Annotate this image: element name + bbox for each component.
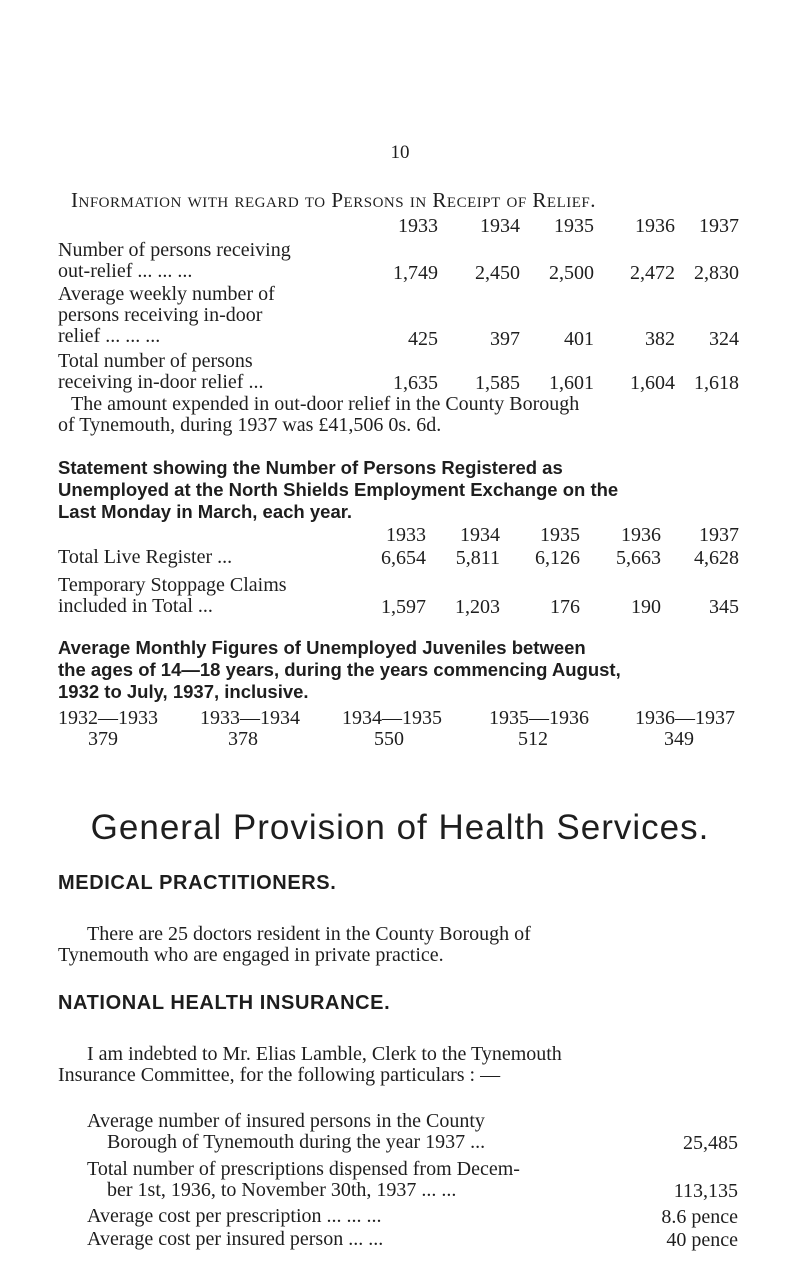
juvenile-value: 550	[374, 728, 404, 750]
relief-value: 425	[408, 328, 438, 350]
heading-line: Statement showing the Number of Persons Registered as	[58, 457, 563, 478]
relief-value: 401	[564, 328, 594, 350]
nhi-item-value: 40 pence	[666, 1229, 738, 1251]
heading-line: 1932 to July, 1937, inclusive.	[58, 681, 309, 702]
juvenile-period: 1935—1936	[489, 707, 589, 729]
item-line: Total number of prescriptions dispensed from Decem-	[87, 1158, 520, 1180]
relief-value: 397	[490, 328, 520, 350]
practitioners-text	[58, 924, 758, 966]
juvenile-period: 1932—1933	[58, 707, 158, 729]
unemployed-row-label	[58, 575, 287, 617]
unemployed-year: 1936	[621, 524, 661, 546]
juvenile-period: 1933—1934	[200, 707, 300, 729]
relief-value: 2,450	[475, 262, 520, 284]
unemployed-value: 1,597	[381, 596, 426, 618]
unemployed-row-label: Total Live Register ...	[58, 546, 233, 568]
unemployed-value: 4,628	[694, 547, 739, 569]
heading-line: Unemployed at the North Shields Employment Exchange on the	[58, 479, 619, 500]
text-line: Tynemouth who are engaged in private practice.	[58, 944, 444, 966]
unemployed-value: 176	[550, 596, 580, 618]
unemployed-value: 345	[709, 596, 739, 618]
relief-note	[58, 394, 748, 436]
text-line: There are 25 doctors resident in the County Borough of	[87, 923, 531, 945]
relief-year: 1936	[635, 215, 675, 237]
unemployed-year: 1933	[386, 524, 426, 546]
relief-value: 2,500	[549, 262, 594, 284]
label-line: Number of persons receiving	[58, 239, 291, 261]
text-line: Insurance Committee, for the following particulars : —	[58, 1064, 501, 1086]
relief-value: 1,618	[694, 372, 739, 394]
unemployed-value: 5,663	[616, 547, 661, 569]
unemployed-heading	[58, 457, 618, 523]
relief-value: 382	[645, 328, 675, 350]
unemployed-value: 6,654	[381, 547, 426, 569]
label-line: Total number of persons	[58, 350, 253, 372]
relief-value: 2,830	[694, 262, 739, 284]
relief-year: 1934	[480, 215, 520, 237]
relief-row-label	[58, 351, 263, 393]
nhi-item	[87, 1229, 383, 1250]
page-number: 10	[390, 142, 410, 163]
nhi-item-value: 25,485	[683, 1132, 738, 1154]
item-line: Borough of Tynemouth during the year 1937 ...	[107, 1131, 486, 1153]
unemployed-year: 1934	[460, 524, 500, 546]
nhi-item-value: 113,135	[673, 1180, 738, 1202]
item-line: Average cost per insured person ... ...	[87, 1228, 384, 1250]
relief-year: 1935	[554, 215, 594, 237]
unemployed-year: 1935	[540, 524, 580, 546]
unemployed-value: 190	[631, 596, 661, 618]
label-line: relief ... ... ...	[58, 325, 161, 347]
heading-line: Average Monthly Figures of Unemployed Juveniles between	[58, 637, 586, 658]
relief-value: 1,585	[475, 372, 520, 394]
label-line: Average weekly number of	[58, 283, 275, 305]
unemployed-year: 1937	[699, 524, 739, 546]
relief-value: 1,749	[393, 262, 438, 284]
item-line: Average cost per prescription ... ... ...	[87, 1205, 382, 1227]
text-line: I am indebted to Mr. Elias Lamble, Clerk to the Tynemouth	[87, 1043, 562, 1065]
nhi-item-value: 8.6 pence	[661, 1206, 738, 1228]
juvenile-period: 1936—1937	[635, 707, 735, 729]
unemployed-value: 6,126	[535, 547, 580, 569]
label-line: receiving in-door relief ...	[58, 371, 264, 393]
relief-value: 1,601	[549, 372, 594, 394]
nhi-intro	[58, 1044, 758, 1086]
nhi-heading: NATIONAL HEALTH INSURANCE.	[58, 992, 391, 1014]
label-line: included in Total ...	[58, 595, 213, 617]
juvenile-value: 512	[518, 728, 548, 750]
relief-year: 1937	[699, 215, 739, 237]
nhi-item	[87, 1159, 520, 1201]
relief-row-label	[58, 240, 291, 282]
relief-value: 1,635	[393, 372, 438, 394]
unemployed-value: 1,203	[455, 596, 500, 618]
relief-value: 1,604	[630, 372, 675, 394]
item-line: ber 1st, 1936, to November 30th, 1937 ... ...	[107, 1179, 457, 1201]
relief-row-label	[58, 284, 358, 347]
heading-line: Last Monday in March, each year.	[58, 501, 353, 522]
relief-value: 324	[709, 328, 739, 350]
relief-year: 1933	[398, 215, 438, 237]
relief-value: 2,472	[630, 262, 675, 284]
nhi-item	[87, 1206, 382, 1227]
practitioners-heading: MEDICAL PRACTITIONERS.	[58, 872, 337, 894]
nhi-item	[87, 1111, 485, 1153]
juveniles-heading	[58, 637, 621, 703]
juvenile-value: 379	[88, 728, 118, 750]
label-line: persons receiving in-door	[58, 304, 263, 326]
general-heading: General Provision of Health Services.	[90, 808, 710, 847]
label-line: out-relief ... ... ...	[58, 260, 193, 282]
juvenile-value: 349	[664, 728, 694, 750]
juvenile-period: 1934—1935	[342, 707, 442, 729]
juvenile-value: 378	[228, 728, 258, 750]
item-line: Average number of insured persons in the County	[87, 1110, 485, 1132]
heading-line: the ages of 14—18 years, during the years commencing August,	[58, 659, 621, 680]
unemployed-value: 5,811	[455, 547, 500, 569]
label-line: Temporary Stoppage Claims	[58, 574, 287, 596]
relief-title: Information with regard to Persons in Receipt of Relief.	[71, 188, 596, 212]
note-line: of Tynemouth, during 1937 was £41,506 0s. 6d.	[58, 414, 442, 436]
note-line: The amount expended in out-door relief in the County Borough	[71, 393, 580, 415]
